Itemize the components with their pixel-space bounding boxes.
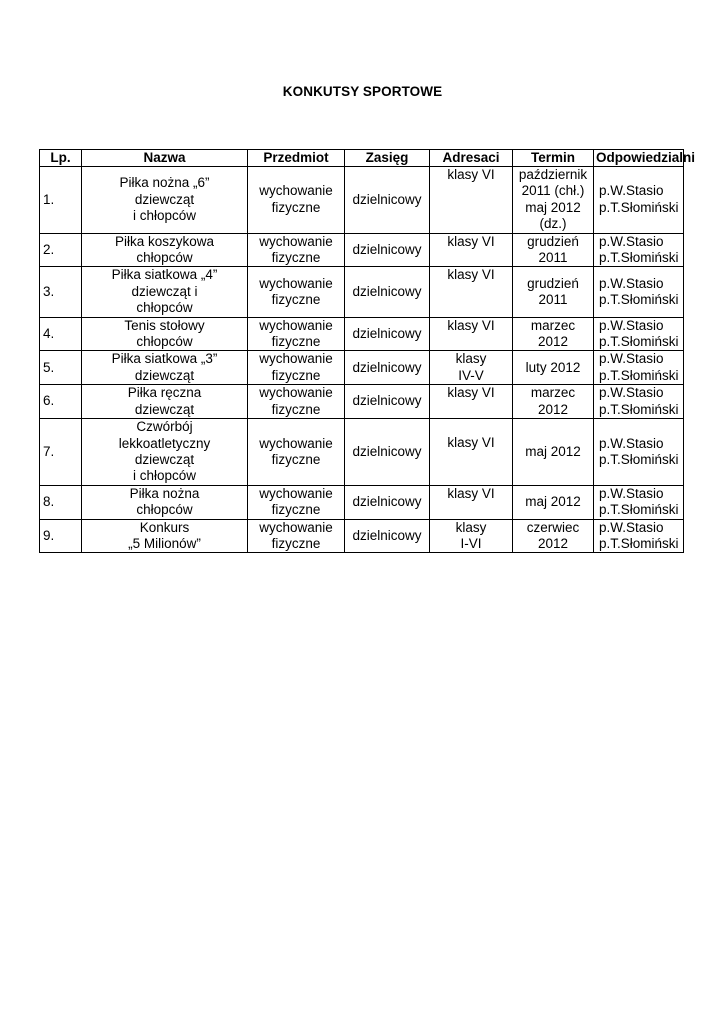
header-odpowiedzialni: Odpowiedzialni [594,150,684,167]
header-przedmiot: Przedmiot [248,150,345,167]
cell-przedmiot [248,385,345,419]
cell-przedmiot [248,267,345,317]
cell-adresaci-line: klasy [455,351,487,367]
cell-przedmiot [248,233,345,267]
cell-odpowiedzialni-line: p.W.Stasio [599,317,664,333]
cell-adresaci-line: klasy VI [447,233,495,249]
cell-termin-line: marzec [530,385,576,401]
cell-zasieg: dzielnicowy [345,485,430,519]
cell-nazwa-line: chłopców [136,250,193,266]
cell-termin-line: maj 2012 [525,493,581,509]
cell-nazwa-line: chłopców [136,334,193,350]
cell-odpowiedzialni [594,385,684,419]
cell-termin-line: grudzień [527,233,579,249]
cell-termin-line: październik [518,167,588,182]
cell-nazwa-line: dziewcząt [134,367,195,383]
cell-adresaci-line: klasy VI [447,267,495,283]
cell-termin [513,351,594,385]
cell-przedmiot [248,419,345,486]
cell-termin-line: maj 2012 [525,199,581,215]
cell-adresaci-line: I-VI [460,535,482,551]
cell-przedmiot-line: wychowanie [259,183,333,199]
cell-termin [513,233,594,267]
cell-zasieg: dzielnicowy [345,167,430,234]
cell-adresaci [430,385,513,419]
cell-odpowiedzialni-line: p.T.Słomiński [599,401,679,417]
cell-adresaci [430,419,513,486]
cell-termin [513,167,594,234]
cell-nazwa-line: Piłka siatkowa „3” [111,351,218,367]
cell-termin-line: 2012 [537,401,569,417]
cell-nazwa [82,419,248,486]
cell-przedmiot-line: fizyczne [271,367,321,383]
cell-odpowiedzialni [594,519,684,553]
cell-nazwa [82,519,248,553]
cell-termin-line: (dz.) [539,216,567,232]
table-row [40,485,684,519]
cell-zasieg: dzielnicowy [345,267,430,317]
header-lp: Lp. [40,150,82,167]
header-termin: Termin [513,150,594,167]
cell-termin-line: czerwiec [526,519,580,535]
cell-odpowiedzialni [594,419,684,486]
cell-termin [513,419,594,486]
events-table [39,149,696,553]
cell-nazwa-line: dziewcząt [134,451,195,467]
cell-przedmiot [248,519,345,553]
cell-adresaci-line: klasy VI [447,167,495,182]
cell-lp: 1. [40,167,82,234]
table-row [40,385,684,419]
header-nazwa: Nazwa [82,150,248,167]
cell-adresaci [430,485,513,519]
table-row [40,317,684,351]
cell-adresaci [430,351,513,385]
cell-termin-line: marzec [530,317,576,333]
cell-przedmiot-line: fizyczne [271,334,321,350]
cell-nazwa-line: „5 Milionów” [128,535,201,551]
cell-odpowiedzialni-line: p.T.Słomiński [599,367,679,383]
cell-adresaci-line: klasy [455,519,487,535]
cell-przedmiot-line: wychowanie [259,385,333,401]
cell-adresaci [430,519,513,553]
cell-odpowiedzialni-line: p.T.Słomiński [599,292,679,308]
cell-zasieg: dzielnicowy [345,351,430,385]
cell-nazwa [82,351,248,385]
cell-odpowiedzialni-line: p.T.Słomiński [599,199,679,215]
cell-nazwa [82,385,248,419]
table-row [40,267,684,317]
cell-adresaci [430,167,513,234]
cell-termin-line: grudzień [527,275,579,291]
cell-przedmiot-line: fizyczne [271,502,321,518]
header-adresaci: Adresaci [430,150,513,167]
cell-adresaci [430,317,513,351]
cell-nazwa-line: Konkurs [139,519,190,535]
table-row [40,167,684,234]
cell-odpowiedzialni-line: p.T.Słomiński [599,451,679,467]
cell-zasieg: dzielnicowy [345,317,430,351]
cell-odpowiedzialni [594,317,684,351]
cell-przedmiot-line: wychowanie [259,519,333,535]
cell-lp: 7. [40,419,82,486]
cell-lp: 2. [40,233,82,267]
cell-nazwa-line: Piłka siatkowa „4” [111,267,218,283]
cell-nazwa-line: chłopców [136,502,193,518]
cell-zasieg: dzielnicowy [345,233,430,267]
cell-nazwa-line: Piłka nożna „6” [119,175,210,191]
cell-termin [513,267,594,317]
cell-adresaci-line: klasy VI [447,485,495,501]
table-row [40,233,684,267]
cell-odpowiedzialni [594,351,684,385]
cell-przedmiot-line: fizyczne [271,535,321,551]
cell-odpowiedzialni [594,267,684,317]
cell-nazwa-line: dziewcząt [134,401,195,417]
table-row [40,351,684,385]
cell-przedmiot [248,317,345,351]
cell-przedmiot-line: wychowanie [259,435,333,451]
cell-odpowiedzialni-line: p.W.Stasio [599,485,664,501]
cell-lp: 3. [40,267,82,317]
cell-przedmiot-line: wychowanie [259,233,333,249]
table-row [40,519,684,553]
cell-lp: 9. [40,519,82,553]
cell-odpowiedzialni-line: p.W.Stasio [599,233,664,249]
cell-nazwa-line: dziewcząt [134,191,195,207]
cell-odpowiedzialni-line: p.W.Stasio [599,385,664,401]
cell-lp: 6. [40,385,82,419]
cell-odpowiedzialni-line: p.T.Słomiński [599,502,679,518]
cell-nazwa [82,267,248,317]
cell-przedmiot-line: fizyczne [271,250,321,266]
cell-przedmiot [248,351,345,385]
cell-przedmiot [248,485,345,519]
cell-odpowiedzialni [594,167,684,234]
cell-nazwa-line: Piłka koszykowa [114,233,215,249]
cell-adresaci-line: IV-V [458,367,484,383]
table-row [40,419,684,486]
cell-lp: 8. [40,485,82,519]
cell-adresaci-line: klasy VI [447,385,495,401]
cell-przedmiot-line: fizyczne [271,451,321,467]
cell-nazwa-line: dziewcząt i [131,283,198,299]
cell-przedmiot-line: fizyczne [271,292,321,308]
cell-odpowiedzialni-line: p.T.Słomiński [599,535,679,551]
cell-nazwa-line: Tenis stołowy [124,317,205,333]
cell-nazwa-line: lekkoatletyczny [118,435,211,451]
cell-odpowiedzialni-line: p.W.Stasio [599,183,664,199]
cell-odpowiedzialni-line: p.T.Słomiński [599,250,679,266]
cell-odpowiedzialni [594,233,684,267]
cell-adresaci [430,233,513,267]
cell-zasieg: dzielnicowy [345,385,430,419]
cell-termin [513,317,594,351]
cell-nazwa [82,317,248,351]
cell-przedmiot [248,167,345,234]
cell-nazwa-line: i chłopców [132,208,197,224]
cell-termin-line: 2011 [538,250,568,266]
cell-nazwa-line: Piłka ręczna [127,385,202,401]
cell-termin [513,385,594,419]
cell-adresaci-line: klasy VI [447,317,495,333]
table-body [40,167,684,553]
cell-odpowiedzialni-line: p.T.Słomiński [599,334,679,350]
header-zasieg: Zasięg [345,150,430,167]
cell-przedmiot-line: wychowanie [259,485,333,501]
cell-nazwa [82,485,248,519]
cell-przedmiot-line: wychowanie [259,317,333,333]
cell-lp: 4. [40,317,82,351]
cell-zasieg: dzielnicowy [345,419,430,486]
cell-termin-line: maj 2012 [525,443,581,459]
cell-termin-line: 2012 [537,334,569,350]
cell-nazwa [82,167,248,234]
cell-termin-line: 2011 [538,292,568,308]
cell-nazwa-line: i chłopców [132,468,197,484]
header-row [40,150,684,167]
cell-termin [513,485,594,519]
cell-odpowiedzialni-line: p.W.Stasio [599,275,664,291]
cell-przedmiot-line: fizyczne [271,401,321,417]
cell-lp: 5. [40,351,82,385]
cell-odpowiedzialni-line: p.W.Stasio [599,351,664,367]
cell-nazwa-line: chłopców [136,300,193,316]
cell-termin [513,519,594,553]
cell-odpowiedzialni [594,485,684,519]
cell-nazwa-line: Czwórbój [136,419,193,435]
cell-nazwa [82,233,248,267]
cell-nazwa-line: Piłka nożna [129,485,200,501]
page-title: KONKUTSY SPORTOWE [282,84,443,99]
cell-przedmiot-line: wychowanie [259,275,333,291]
cell-termin-line: 2012 [537,535,569,551]
cell-zasieg: dzielnicowy [345,519,430,553]
cell-odpowiedzialni-line: p.W.Stasio [599,435,664,451]
cell-przedmiot-line: fizyczne [271,199,321,215]
cell-termin-line: 2011 (chł.) [521,183,585,199]
cell-przedmiot-line: wychowanie [259,351,333,367]
cell-odpowiedzialni-line: p.W.Stasio [599,519,664,535]
cell-adresaci-line: klasy VI [447,435,495,451]
cell-adresaci [430,267,513,317]
cell-termin-line: luty 2012 [525,359,581,375]
